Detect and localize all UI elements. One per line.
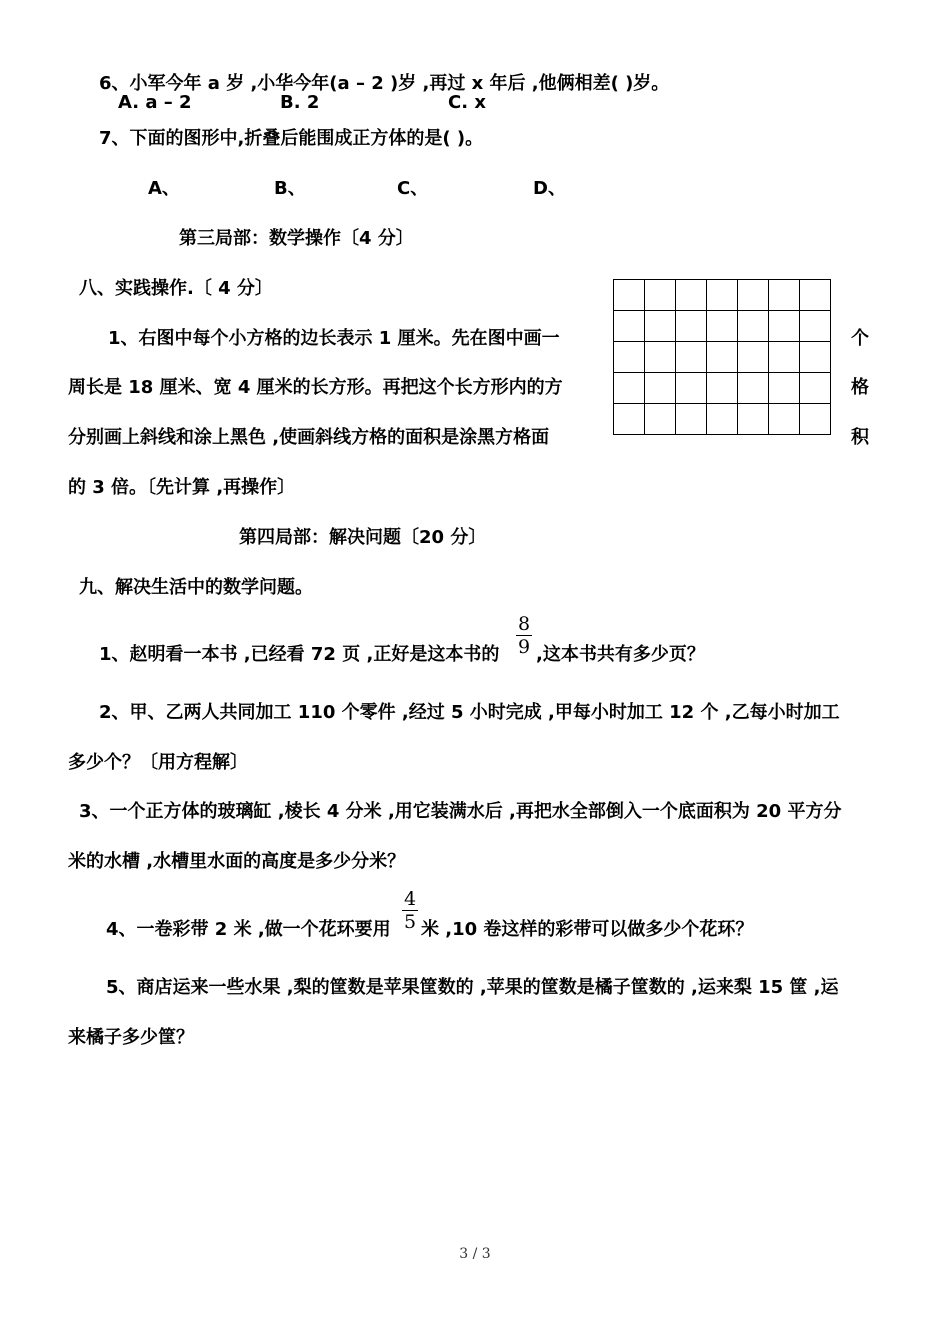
sec8-line-4: 的 3 倍。〔先计算 ,再操作〕 [68, 477, 296, 498]
q6-stem: 6、小军今年 a 岁 ,小华今年(a – 2 )岁 ,再过 x 年后 ,他俩相差( )岁。 [99, 73, 670, 94]
sec8-side-char-2: 格 [851, 377, 869, 398]
problem-5-line-2: 来橘子多少筐？ [68, 1027, 194, 1048]
problem-4-question: 米 ,10 卷这样的彩带可以做多少个花环？ [421, 919, 754, 940]
part4-title: 第四局部：解决问题〔20 分〕 [239, 527, 487, 548]
q7-option-c: C、 [397, 178, 429, 199]
problem-1-text: 1、赵明看一本书 ,已经看 72 页 ,正好是这本书的 [99, 644, 500, 665]
sec8-side-char-1: 个 [851, 328, 869, 349]
sec8-line-2: 周长是 18 厘米、宽 4 厘米的长方形。再把这个长方形内的方 [68, 377, 563, 398]
problem-3-line-2: 米的水槽 ,水槽里水面的高度是多少分米？ [68, 851, 406, 872]
page-number: 3 / 3 [459, 1246, 491, 1262]
problem-1-question: ,这本书共有多少页？ [536, 644, 705, 665]
q6-option-a: A. a – 2 [118, 92, 192, 113]
sec8-title: 八、实践操作.〔 4 分〕 [79, 278, 273, 299]
fraction-4-5 [402, 889, 418, 932]
problem-2-line-2: 多少个？〔用方程解〕 [68, 752, 248, 773]
fraction-8-9 [516, 614, 532, 657]
problem-2-line-1: 2、甲、乙两人共同加工 110 个零件 ,经过 5 小时完成 ,甲每小时加工 12 个 ,乙每小时加工 [99, 702, 840, 723]
problem-5-line-1: 5、商店运来一些水果 ,梨的筐数是苹果筐数的 ,苹果的筐数是橘子筐数的 ,运来梨 15 筐 ,运 [106, 977, 839, 998]
q6-option-b: B. 2 [280, 92, 320, 113]
fraction-numerator: 4 [403, 888, 417, 910]
problem-3-line-1: 3、一个正方体的玻璃缸 ,棱长 4 分米 ,用它装满水后 ,再把水全部倒入一个底面积为 20 平方分 [79, 801, 842, 822]
q6-option-c: C. x [448, 92, 486, 113]
fraction-denominator: 5 [403, 911, 417, 933]
fraction-denominator: 9 [517, 636, 531, 658]
fraction-numerator: 8 [517, 613, 531, 635]
q7-option-d: D、 [533, 178, 566, 199]
q7-stem: 7、下面的图形中,折叠后能围成正方体的是( )。 [99, 128, 484, 149]
sec8-side-char-3: 积 [851, 427, 869, 448]
sec8-line-1: 1、右图中每个小方格的边长表示 1 厘米。先在图中画一 [108, 328, 560, 349]
sec8-line-3: 分别画上斜线和涂上黑色 ,使画斜线方格的面积是涂黑方格面 [68, 427, 550, 448]
square-grid [613, 279, 831, 435]
problem-4-text: 4、一卷彩带 2 米 ,做一个花环要用 [106, 919, 391, 940]
part3-title: 第三局部：数学操作〔4 分〕 [179, 228, 414, 249]
q7-option-a: A、 [148, 178, 180, 199]
q7-option-b: B、 [274, 178, 306, 199]
sec9-title: 九、解决生活中的数学问题。 [79, 577, 313, 598]
